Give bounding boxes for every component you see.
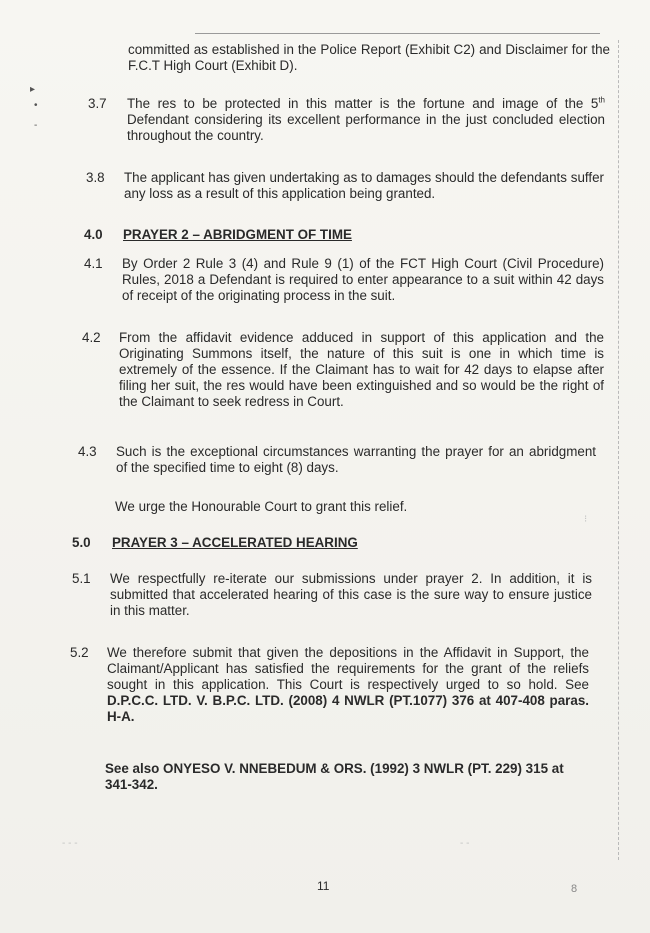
paragraph-number: 3.8 xyxy=(86,170,105,185)
faint-mark: ⁝ xyxy=(584,514,588,525)
paragraph-5-1: We respectfully re-iterate our submissions under prayer 2. In addition, it is submitted that accelerated hearing of this case is the sure way to ensure justice in this matter. xyxy=(110,571,592,618)
case-citation: D.P.C.C. LTD. V. B.P.C. LTD. (2008) 4 NWLR (PT.1077) 376 at 407-408 paras. H-A. xyxy=(107,693,589,724)
corner-mark: 8 xyxy=(571,883,578,895)
paragraph-4-1: By Order 2 Rule 3 (4) and Rule 9 (1) of the FCT High Court (Civil Procedure) Rules, 2018 a Defendant is required to enter appearance to a suit within 42 days of receipt of the originating process in the suit. xyxy=(122,256,604,303)
page-number: 11 xyxy=(317,879,330,893)
urge-text: We urge the Honourable Court to grant this relief. xyxy=(115,499,408,514)
paragraph-3-8: The applicant has given undertaking as to damages should the defendants suffer any loss as a result of this application being granted. xyxy=(124,170,604,201)
see-also-citation: See also ONYESO V. NNEBEDUM & ORS. (1992) 3 NWLR (PT. 229) 315 at 341-342. xyxy=(105,761,564,792)
paragraph-number: 5.2 xyxy=(70,645,89,660)
paragraph-4-3: Such is the exceptional circumstances warranting the prayer for an abridgment of the specified time to eight (8) days. xyxy=(116,444,596,475)
faint-mark: - - - xyxy=(62,838,78,849)
paragraph-text: We therefore submit that given the depositions in the Affidavit in Support, the Claimant/Applicant has satisfied the requirements for the grant of the reliefs sought in this application. This Court is respectively urged to so hold. See xyxy=(107,645,589,692)
margin-mark: ▸ xyxy=(30,84,36,95)
section-heading: PRAYER 2 – ABRIDGMENT OF TIME xyxy=(123,227,352,242)
paragraph-number: 4.3 xyxy=(78,444,97,459)
continuation-paragraph: committed as established in the Police Report (Exhibit C2) and Disclaimer for the F.C.T High Court (Exhibit D). xyxy=(128,42,610,73)
section-heading: PRAYER 3 – ACCELERATED HEARING xyxy=(112,535,358,550)
paragraph-number: 3.7 xyxy=(88,96,107,111)
paragraph-number: 5.1 xyxy=(72,571,91,586)
margin-mark: • xyxy=(34,100,38,111)
top-rule xyxy=(195,33,600,34)
paragraph-text: Defendant considering its excellent performance in the just concluded election throughout the country. xyxy=(127,112,605,143)
superscript: th xyxy=(598,95,605,105)
paragraph-3-7 xyxy=(127,96,605,144)
right-margin-line xyxy=(618,40,619,860)
paragraph-4-2: From the affidavit evidence adduced in support of this application and the Originating Summons itself, the nature of this suit is one in which time is extremely of the essence. If the Claimant has to wait for 42 days to elapse after filing her suit, the res would have been extinguished and so would be the right of the Claimant to seek redress in Court. xyxy=(119,330,604,409)
paragraph-number: 4.1 xyxy=(84,256,103,271)
paragraph-number: 4.2 xyxy=(82,330,101,345)
heading-number: 4.0 xyxy=(84,227,103,242)
heading-number: 5.0 xyxy=(72,535,91,550)
faint-mark: - - xyxy=(460,838,470,849)
paragraph-text: The res to be protected in this matter is the fortune and image of the 5 xyxy=(127,96,599,111)
margin-mark: - xyxy=(34,120,38,131)
paragraph-5-2 xyxy=(107,645,589,725)
